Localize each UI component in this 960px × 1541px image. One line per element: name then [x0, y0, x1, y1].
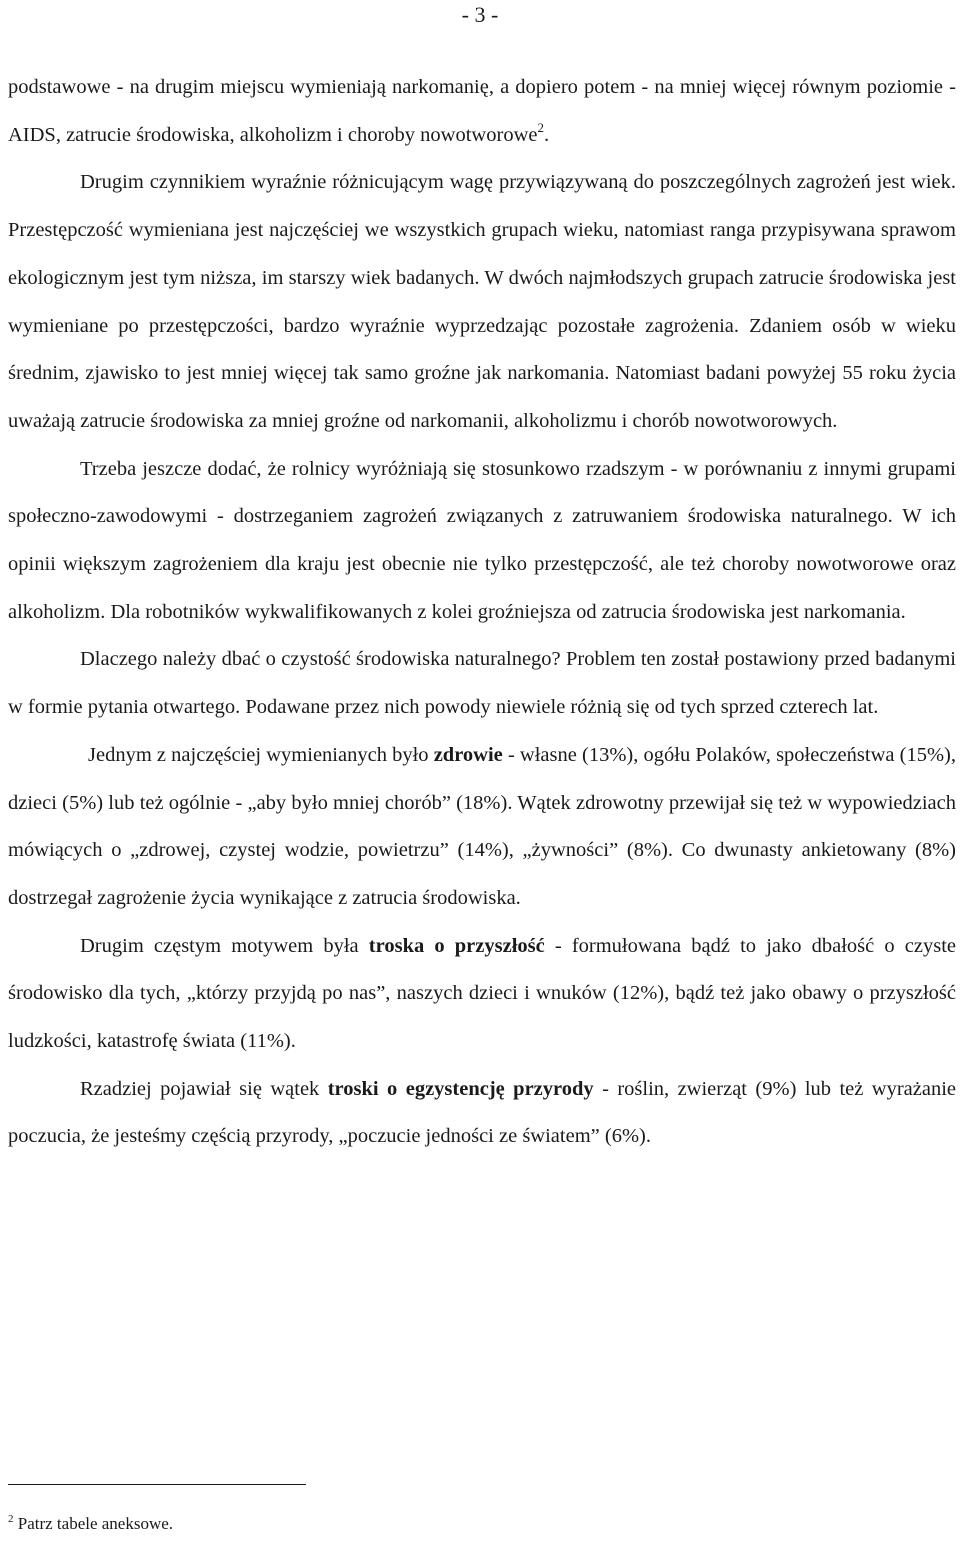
paragraph-7 [8, 1066, 956, 1161]
text-segment: . [543, 123, 550, 146]
bold-term-troska: troska o przyszłość [368, 934, 545, 957]
text-segment: podstawowe - na drugim miejscu wymieniają narkomanię, a dopiero potem - na mniej więcej równym poziomie - AIDS, zatrucie środowiska, alkoholizm i choroby nowotworowe [8, 76, 956, 146]
page-number: - 3 - [461, 2, 499, 27]
footnote-separator [8, 1484, 306, 1485]
paragraph-4 [8, 636, 956, 731]
text-segment: Rzadziej pojawiał się wątek [80, 1077, 328, 1100]
paragraph-1 [8, 64, 956, 159]
text-segment: - roślin, zwierząt (9%) lub też wyrażanie poczucia, że jesteśmy częścią przyrody, „poczucie jedności ze światem” (6%). [8, 1077, 956, 1148]
paragraph-3 [8, 446, 956, 637]
text-segment: Drugim częstym motywem była [80, 934, 369, 957]
text-segment: Jednym z najczęściej wymienianych było [88, 743, 434, 766]
bold-term-zdrowie: zdrowie [433, 743, 503, 766]
paragraph-5 [8, 732, 956, 923]
document-body [8, 64, 956, 1161]
text-segment: - własne (13%), ogółu Polaków, społeczeństwa (15%), dzieci (5%) lub też ogólnie - „aby było mniej chorób” (18%). Wątek zdrowotny przewijał się też w wypowiedziach mówiących o „zdrowej, czystej wodzie, powietrzu” (14%), „żywności” (8%). Co dwunasty ankietowany (8%) dostrzegał zagrożenie życia wynikające z zatrucia środowiska. [8, 743, 956, 909]
bold-term-przyroda: troski o egzystencję przyrody [327, 1077, 594, 1100]
text-segment: Drugim czynnikiem wyraźnie różnicującym wagę przywiązywaną do poszczególnych zagrożeń jest wiek. Przestępczość wymieniana jest najczęściej we wszystkich grupach wieku, natomiast ranga przypisywana sprawom ekologicznym jest tym niższa, im starszy wiek badanych. W dwóch najmłodszych grupach zatrucie środowiska jest wymieniane po przestępczości, bardzo wyraźnie wyprzedzając pozostałe zagrożenia. Zdaniem osób w wieku średnim, zjawisko to jest mniej więcej tak samo groźne jak narkomania. Natomiast badani powyżej 55 roku życia uważają zatrucie środowiska za mniej groźne od narkomanii, alkoholizmu i chorób nowotworowych. [8, 171, 956, 432]
text-segment: - formułowana bądź to jako dbałość o czyste środowisko dla tych, „którzy przyjdą po nas”, naszych dzieci i wnuków (12%), bądź też jako obawy o przyszłość ludzkości, katastrofę świata (11%). [8, 934, 956, 1053]
footnote [8, 1514, 173, 1534]
paragraph-2 [8, 159, 956, 445]
footnote-reference: 2 [537, 119, 544, 135]
footnote-text: Patrz tabele aneksowe. [13, 1514, 174, 1533]
text-segment: Trzeba jeszcze dodać, że rolnicy wyróżniają się stosunkowo rzadszym - w porównaniu z innymi grupami społeczno-zawodowymi - dostrzeganiem zagrożeń związanych z zatruwaniem środowiska naturalnego. W ich opinii większym zagrożeniem dla kraju jest obecnie nie tylko przestępczość, ale też choroby nowotworowe oraz alkoholizm. Dla robotników wykwalifikowanych z kolei groźniejsza od zatrucia środowiska jest narkomania. [8, 457, 956, 623]
footnote-marker: 2 [8, 1513, 14, 1525]
text-segment: Dlaczego należy dbać o czystość środowiska naturalnego? Problem ten został postawiony przed badanymi w formie pytania otwartego. Podawane przez nich powody niewiele różnią się od tych sprzed czterech lat. [8, 648, 956, 719]
paragraph-6 [8, 923, 956, 1066]
